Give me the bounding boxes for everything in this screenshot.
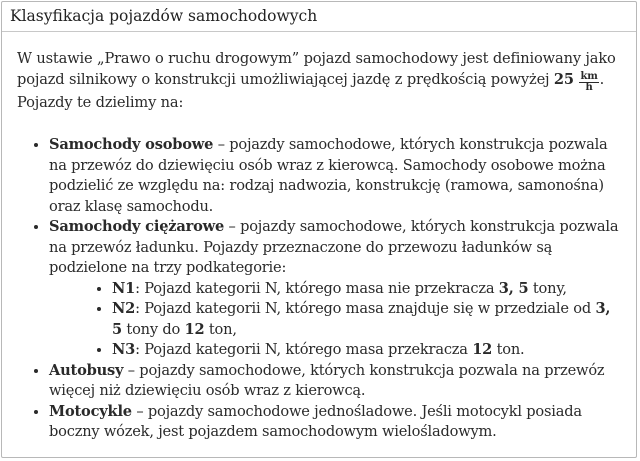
subcategory-code: N1: [112, 279, 136, 297]
subcategory-text: tony,: [528, 279, 567, 297]
panel-title: Klasyfikacja pojazdów samochodowych: [10, 7, 318, 25]
subcategory-text: : Pojazd kategorii N, którego masa przekracza: [135, 341, 473, 358]
category-description: – pojazdy samochodowe jednośladowe. Jeśli motocykl posiada boczny wózek, jest pojazdem samochodowym wielośladowym.: [49, 402, 582, 440]
subcategory-text: : Pojazd kategorii N, którego masa nie przekracza: [135, 279, 499, 297]
mass-value: 12: [184, 320, 205, 338]
category-list: [17, 135, 624, 443]
subcategory-list: [49, 279, 624, 361]
panel-header: [2, 2, 636, 32]
content-panel: [1, 1, 637, 458]
intro-paragraph: [17, 49, 624, 113]
unit-denominator: h: [585, 81, 593, 93]
mass-value: 3, 5: [112, 300, 611, 338]
category-name: Samochody ciężarowe: [49, 218, 225, 235]
speed-value: 25: [553, 70, 574, 88]
mass-value: 3, 5: [498, 279, 529, 297]
list-item: [49, 135, 624, 217]
subcategory-code: N2: [112, 300, 136, 317]
subcategory-code: N3: [112, 341, 136, 358]
subcategory-text: : Pojazd kategorii N, którego masa znajduje się w przedziale od: [135, 300, 596, 317]
mass-value: 12: [472, 341, 493, 358]
list-item: [112, 299, 624, 340]
intro-text: W ustawie „Prawo o ruchu drogowym” pojazd samochodowy jest definiowany jako pojazd silnikowy o konstrukcji umożliwiającej jazdę z prędkością powyżej: [17, 50, 616, 88]
panel-body: [2, 32, 636, 443]
category-name: Autobusy: [49, 361, 124, 379]
list-item: [49, 217, 624, 361]
intro-text-end: . Pojazdy te dzielimy na:: [17, 70, 605, 111]
category-description: – pojazdy samochodowe, których konstrukcja pozwala na przewóz więcej niż dziewięciu osób wraz z kierowcą.: [49, 361, 605, 399]
category-name: Samochody osobowe: [49, 136, 214, 153]
subcategory-text: ton.: [492, 341, 525, 358]
unit-numerator: km: [580, 70, 598, 82]
list-item: [49, 402, 624, 443]
speed-unit-fraction: [579, 72, 598, 93]
list-item: [49, 361, 624, 402]
list-item: [112, 279, 624, 300]
category-name: Motocykle: [49, 402, 132, 420]
category-description: – pojazdy samochodowe, których konstrukcja pozwala na przewóz do dziewięciu osób wraz z kierowcą. Samochody osobowe można podzielić ze względu na: rodzaj nadwozia, konstrukcję (ramowa, samonośna) oraz klasę samochodu.: [49, 136, 608, 215]
list-item: [112, 340, 624, 361]
category-description: – pojazdy samochodowe, których konstrukcja pozwala na przewóz ładunku. Pojazdy przeznaczone do przewozu ładunków są podzielone na trzy podkategorie:: [49, 218, 619, 276]
subcategory-text: ton,: [204, 320, 237, 338]
subcategory-text: tony do: [121, 320, 185, 338]
